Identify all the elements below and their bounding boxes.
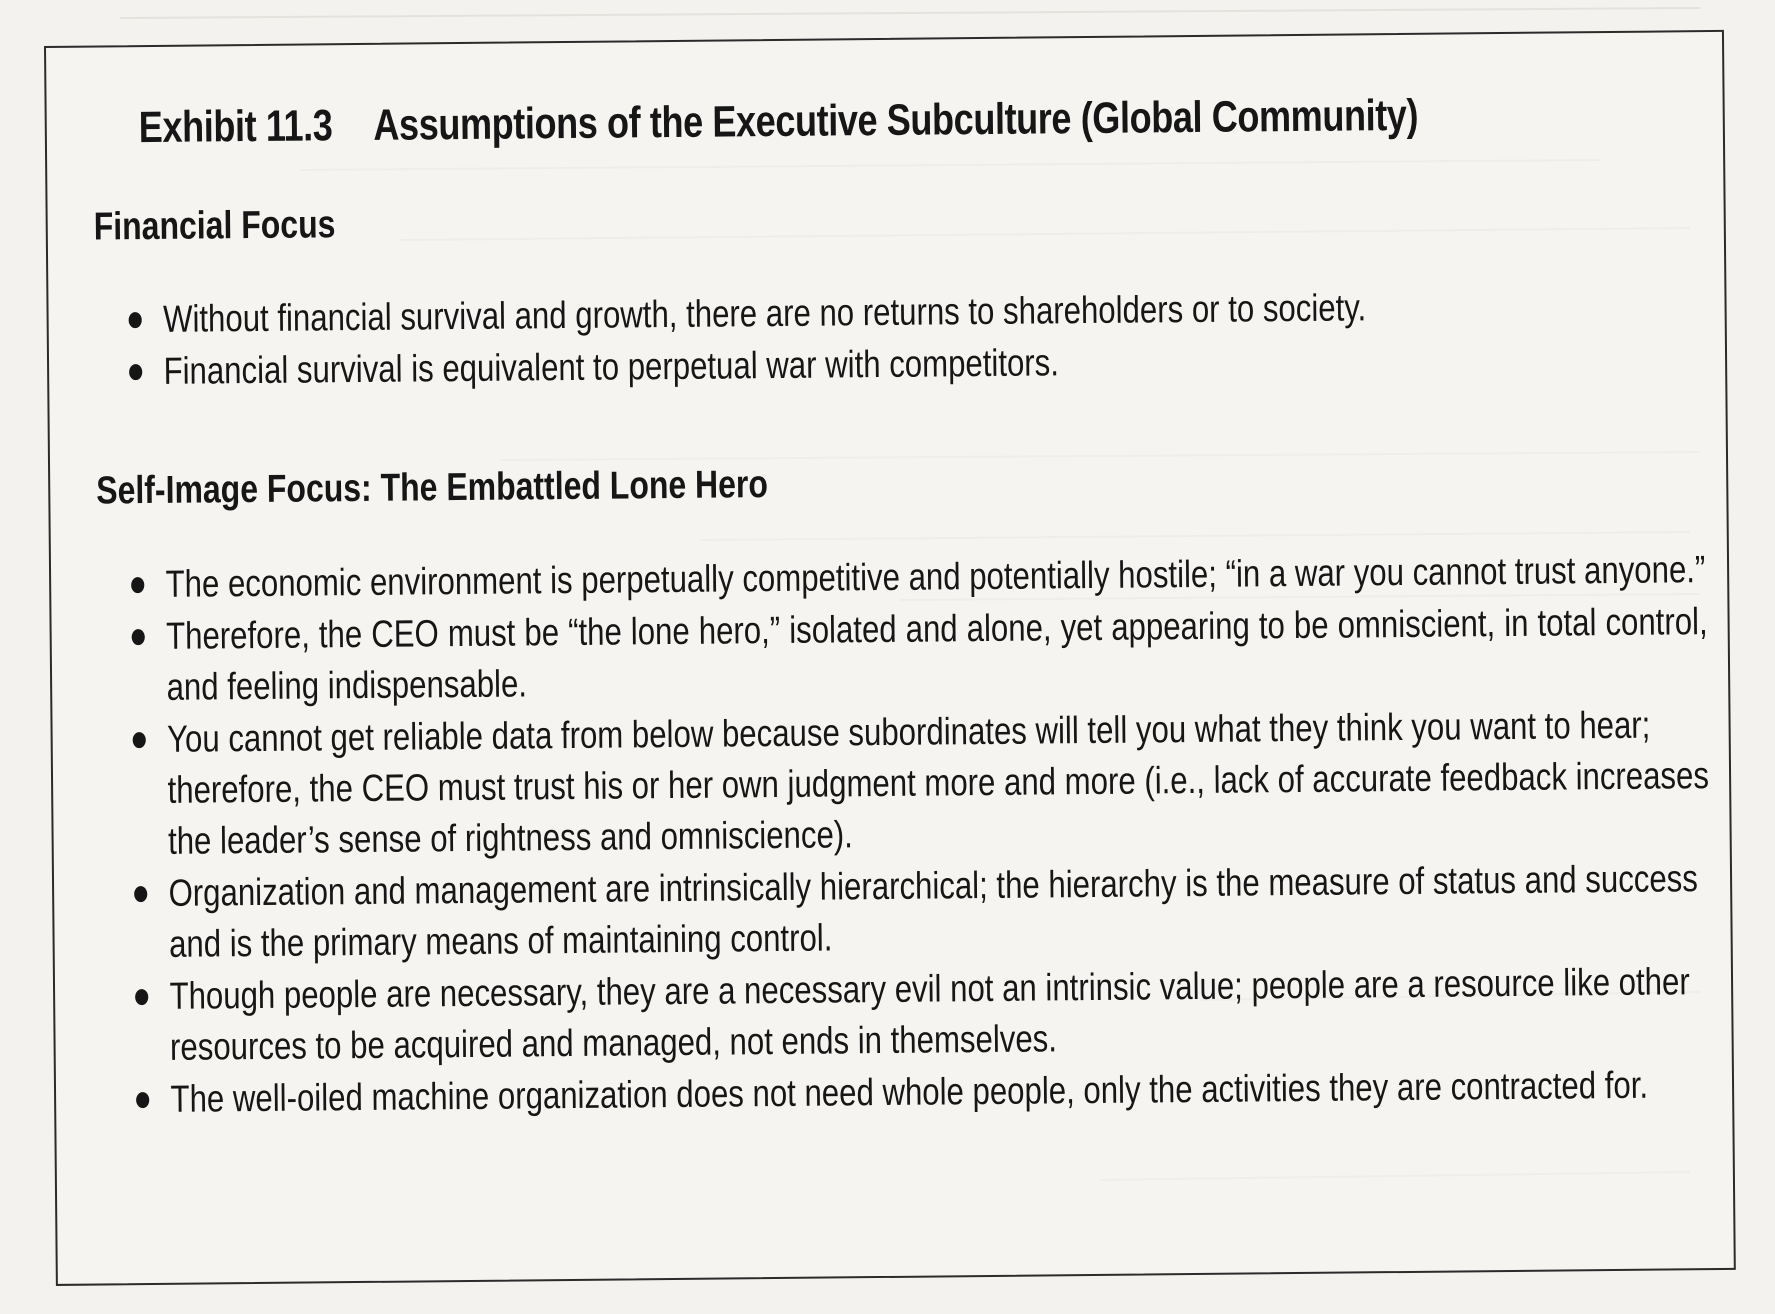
- bullet-icon: [134, 886, 147, 902]
- bullet-icon: [136, 1092, 149, 1108]
- exhibit-box: [44, 30, 1736, 1286]
- list-item: Financial survival is equivalent to perpetual war with competitors.: [129, 332, 1705, 398]
- exhibit-title-text: Assumptions of the Executive Subculture (Global Community): [373, 90, 1419, 150]
- bullet-icon: [135, 989, 148, 1005]
- section-heading-self-image-focus: Self-Image Focus: The Embattled Lone Hero: [96, 463, 769, 513]
- financial-focus-list: [128, 280, 1709, 399]
- list-item: The well-oiled machine organization does not need whole people, only the activities they are contracted for.: [136, 1060, 1712, 1126]
- self-image-focus-list: [131, 545, 1716, 1127]
- section-heading-financial-focus: Financial Focus: [93, 203, 336, 249]
- list-item: Without financial survival and growth, there are no returns to shareholders or to society.: [128, 280, 1704, 346]
- exhibit-number: Exhibit 11.3: [138, 101, 333, 153]
- bullet-icon: [133, 732, 146, 748]
- list-item: You cannot get reliable data from below because subordinates will tell you what they think you want to hear; therefore, the CEO must trust his or her own judgment more and more (i.e., lack of accurate feedback increases the leader’s sense of rightness and omniscience).: [132, 700, 1709, 868]
- list-item: The economic environment is perpetually competitive and potentially hostile; “in a war you cannot trust anyone.”: [131, 545, 1707, 611]
- list-item: Though people are necessary, they are a necessary evil not an intrinsic value; people are a resource like other resources to be acquired and managed, not ends in themselves.: [135, 957, 1712, 1074]
- bullet-icon: [131, 577, 144, 593]
- list-item: Therefore, the CEO must be “the lone hero,” isolated and alone, yet appearing to be omniscient, in total control, and feeling indispensable.: [131, 597, 1708, 714]
- exhibit-title: [139, 91, 1419, 153]
- bullet-icon: [132, 629, 145, 645]
- bullet-icon: [129, 312, 142, 328]
- bullet-icon: [129, 364, 142, 380]
- list-item: Organization and management are intrinsically hierarchical; the hierarchy is the measure of status and success and is the primary means of maintaining control.: [134, 854, 1711, 971]
